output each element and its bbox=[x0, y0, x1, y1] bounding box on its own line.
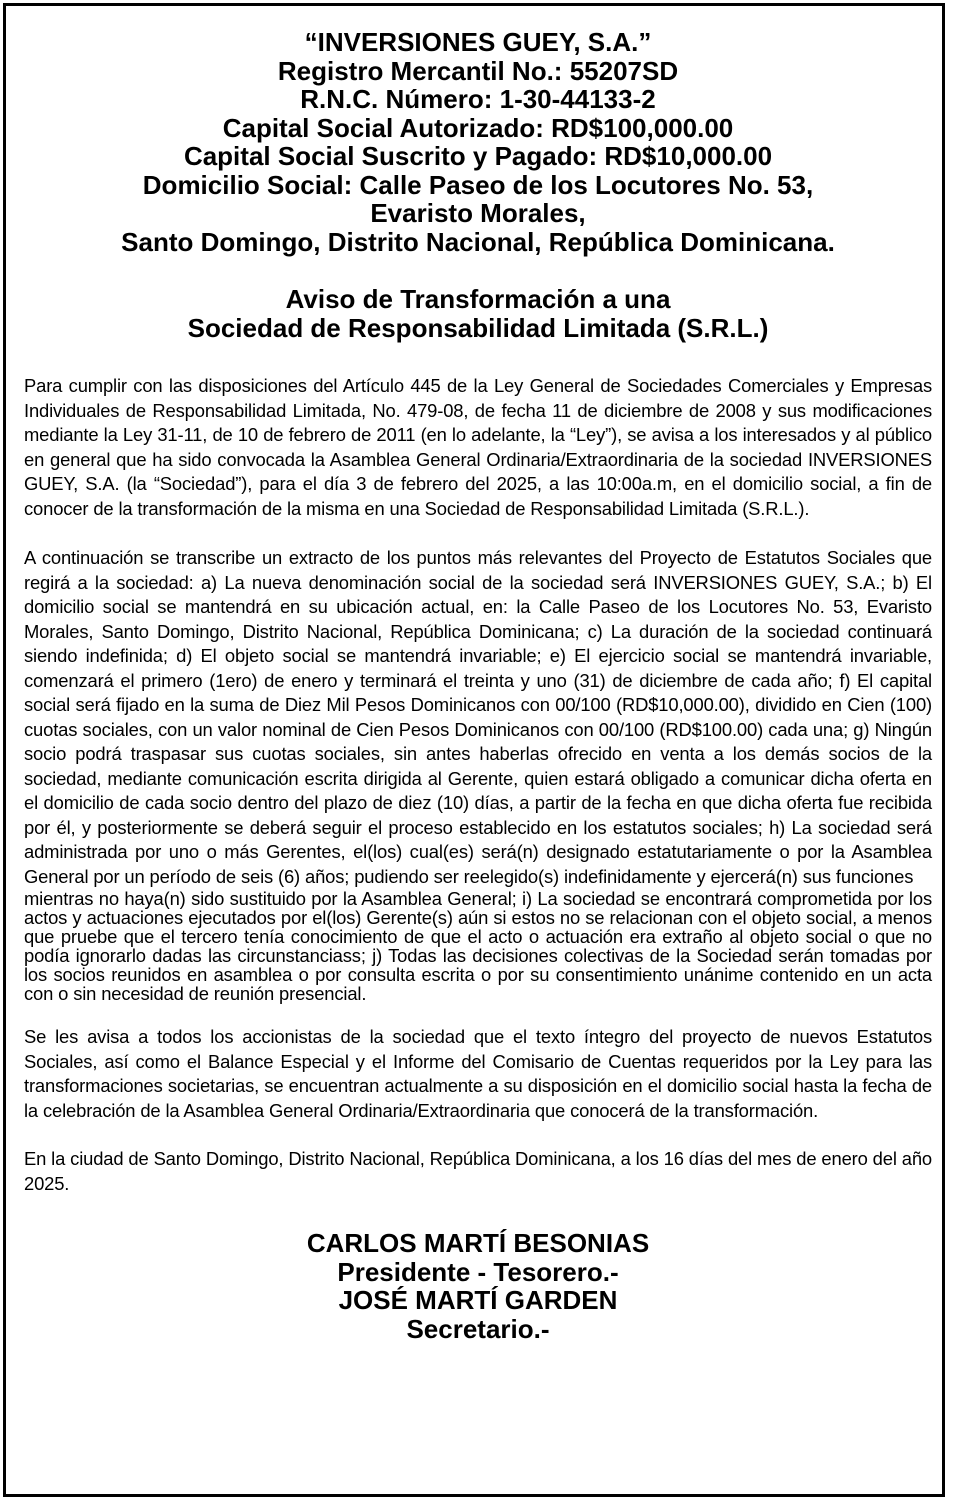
paragraph-documents-available: Se les avisa a todos los accionistas de la sociedad que el texto íntegro del proyecto de nuevos Estatutos Sociales, así como el Balance Especial y el Informe del Comisario de Cuentas requeridos por la Ley para las transformaciones societarias, se encuentran actualmente a su disposición en el domicilio social hasta la fecha de la celebración de la Asamblea General Ordinaria/Extraordinaria que conocerá de la transformación. bbox=[24, 1026, 932, 1121]
domicilio-line-3: Santo Domingo, Distrito Nacional, República Dominicana. bbox=[121, 226, 835, 257]
signatory-name-1: CARLOS MARTÍ BESONIAS bbox=[306, 1228, 650, 1258]
paragraph-place-date: En la ciudad de Santo Domingo, Distrito Nacional, República Dominicana, a los 16 días del mes de enero del año 2025. bbox=[24, 1148, 932, 1194]
notice-content bbox=[24, 28, 932, 1343]
rnc-number: R.N.C. Número: 1-30-44133-2 bbox=[300, 84, 656, 114]
paragraph-legal-basis: Para cumplir con las disposiciones del Artículo 445 de la Ley General de Sociedades Comerciales y Empresas Individuales de Responsabilidad Limitada, No. 479-08, de fecha 11 de diciembre de 2008 y sus modificaciones mediante la Ley 31-11, de 10 de febrero de 2011 (en lo adelante, la “Ley”), se avisa a los interesados y al público en general que ha sido convocada la Asamblea General Ordinaria/Extraordinaria de la sociedad INVERSIONES GUEY, S.A. (la “Sociedad”), para el día 3 de febrero del 2025, a las 10:00a.m, en el domicilio social, a fin de conocer de la transformación de la misma en una Sociedad de Responsabilidad Limitada (S.R.L.). bbox=[24, 375, 932, 519]
notice-title-line-1: Aviso de Transformación a una bbox=[285, 284, 671, 314]
signatory-name-2: JOSÉ MARTÍ GARDEN bbox=[338, 1285, 618, 1315]
statutes-extract-part-2: mientras no haya(n) sido sustituido por la Asamblea General; i) La sociedad se encontrará comprometida por los actos y actuaciones ejecutados por el(los) Gerente(s) aún si estos no se relacionan con el objeto social, a menos que pruebe que el tercero tenía conocimiento de que el acto o actuación era extraño al objeto social o que no podía ignorarlo dadas las circunstanciass; j) Todas las decisiones colectivas de la Sociedad serán tomadas por los socios reunidos en asamblea o por consulta escrita o por su consentimiento unánime contenido en un acta con o sin necesidad de reunión presencial. bbox=[24, 888, 932, 1004]
capital-autorizado: Capital Social Autorizado: RD$100,000.00 bbox=[222, 112, 734, 143]
capital-suscrito: Capital Social Suscrito y Pagado: RD$10,000.00 bbox=[183, 141, 773, 171]
company-header bbox=[24, 28, 932, 256]
notice-title-line-2: Sociedad de Responsabilidad Limitada (S.R.L.) bbox=[187, 312, 769, 343]
signatory-role-1: Presidente - Tesorero.- bbox=[337, 1256, 619, 1287]
domicilio-line-1: Domicilio Social: Calle Paseo de los Locutores No. 53, bbox=[142, 169, 814, 200]
statutes-extract-part-1: A continuación se transcribe un extracto de los puntos más relevantes del Proyecto de Estatutos Sociales que regirá a la sociedad: a) La nueva denominación social de la sociedad será INVERSIONES GUEY, S.A.; b) El domicilio social se mantendrá en su ubicación actual, en: la Calle Paseo de los Locutores No. 53, Evaristo Morales, Santo Domingo, Distrito Nacional, República Dominicana; c) La duración de la sociedad continuará siendo indefinida; d) El objeto social se mantendrá invariable; e) El ejercicio social se mantendrá invariable, comenzará el primero (1ero) de enero y terminará el treinta y uno (31) de diciembre de cada año; f) El capital social será fijado en la suma de Diez Mil Pesos Dominicanos con 00/100 (RD$10,000.00), dividido en Cien (100) cuotas sociales, con un valor nominal de Cien Pesos Dominicanos con 00/100 (RD$100.00) cada una; g) Ningún socio podrá traspasar sus cuotas sociales, sin antes haberlas ofrecido en venta a los demás socios de la sociedad, mediante comunicación escrita dirigida al Gerente, quien estará obligado a comunicar dicha oferta en el domicilio de cada socio dentro del plazo de diez (10) días, a partir de la fecha en que dicha oferta fue recibida por él, y posteriormente se deberá seguir el proceso establecido en los estatutos sociales; h) La sociedad será administrada por uno o más Gerentes, el(los) cual(es) será(n) designado estatutariamente o por la Asamblea General por un período de seis (6) años; pudiendo ser reelegido(s) indefinidamente y ejercerá(n) sus funciones bbox=[24, 547, 932, 887]
paragraph-statutes-extract bbox=[24, 546, 932, 1003]
company-name: “INVERSIONES GUEY, S.A.” bbox=[304, 27, 652, 57]
signature-block bbox=[24, 1229, 932, 1343]
notice-frame bbox=[3, 3, 945, 1497]
domicilio-line-2: Evaristo Morales, bbox=[370, 198, 586, 228]
notice-title bbox=[24, 285, 932, 342]
registro-mercantil: Registro Mercantil No.: 55207SD bbox=[277, 55, 679, 86]
signatory-role-2: Secretario.- bbox=[406, 1313, 550, 1344]
